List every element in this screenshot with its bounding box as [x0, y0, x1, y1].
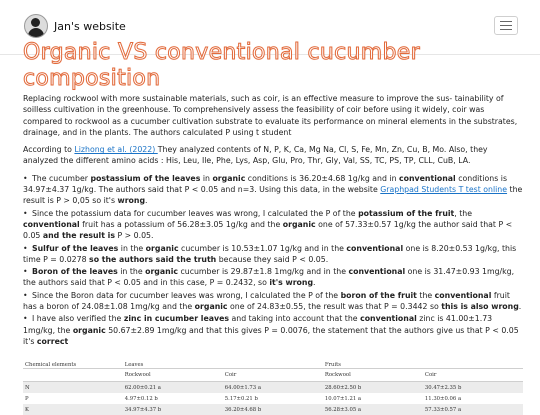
table-row: K 34.97±4.37 b 36.20±4.68 b 56.28±3.05 a 57.33±0.57 a: [23, 404, 523, 415]
header-rockwool: Rockwool: [123, 369, 223, 382]
menu-toggle-button[interactable]: [494, 16, 518, 35]
composition-table: [23, 354, 523, 415]
list-item: • The cucumber postassium of the leaves in organic conditions is 36.20±4.68 1g/kg and in conventional conditions is 34.97±4.37 1g/kg. The authors said that P < 0.05 and n=3. Using this data, in the website Graphpad Students T test online the result is P > 0,05 so it's wrong.: [23, 173, 523, 206]
header-rockwool: Rockwool: [323, 369, 423, 382]
list-item: • Since the potassium data for cucumber leaves was wrong, I calculated the P of the potassium of the fruit, the conventional fruit has a potassium of 56.28±3.05 1g/kg and the organic one of 57.33±0.57 1g/kg the author said that P < 0.05 and the result is P > 0.05.: [23, 208, 513, 241]
header-fruits: Fruits: [323, 354, 423, 369]
avatar-icon: [24, 14, 48, 38]
page-title: Organic VS conventional cucumber composition: [23, 40, 420, 91]
table-row: N 62.00±0.21 a 64.00±1.73 a 28.60±2.50 b 30.47±2.35 b: [23, 382, 523, 394]
list-item: • I have also verified the zinc in cucumber leaves and taking into account that the conventional zinc is 41.00±1.73 1mg/kg, the organic 50.67±2.89 1mg/kg and that this gives P = 0.0076, the statement that the authors give us that P < 0.05 it's correct: [23, 314, 519, 346]
header-elements: Chemical elements: [23, 354, 123, 369]
header-coir: Coir: [423, 369, 523, 382]
article: [23, 40, 523, 348]
intro-paragraph: Replacing rockwool with more sustainable materials, such as coir, is an effective measure to improve the sus- tainability of soilless cultivation in the greenhouse. To comprehensively assess the feasibility of coir before using it widely, coir was compared to rockwool as a cucumber cultivation substrate to evaluate its performance on mineral elements in the substrates, drainage, and in the plants. The authors calculated P using t student: [23, 94, 518, 137]
header-leaves: Leaves: [123, 354, 223, 369]
findings-list: [23, 173, 523, 347]
list-item: • Boron of the leaves in the organic cucumber is 29.87±1.8 1mg/kg and in the conventional one is 31.47±0.93 1mg/kg, the authors said that P < 0.05 and in this case, P = 0.2432, so it's wrong.: [23, 267, 515, 288]
site-name: Jan's website: [54, 19, 126, 33]
reference-paragraph: According to Lizhong et al. (2022) They analyzed contents of N, P, K, Ca, Mg Na, Cl, S, Fe, Mn, Zn, Cu, B, Mo. Also, they analyzed the different amino acids : His, Leu, Ile, Phe, Lys, Asp, Glu, Pro, Thr, Gly, Val, SS, TC, PS, TP, CLL, CuB, LA.: [23, 145, 488, 166]
brand-link[interactable]: [24, 14, 126, 38]
header-coir: Coir: [223, 369, 323, 382]
hamburger-icon: [500, 21, 512, 22]
list-item: • Since the Boron data for cucumber leaves was wrong, I calculated the P of the boron of the fruit the conventional fruit has a boron of 24.08±1.08 1mg/kg and the organic one of 24.83±0.55, the result was that P = 0.3442 so this is also wrong.: [23, 290, 522, 312]
graphpad-link[interactable]: Graphpad Students T test online: [380, 185, 508, 195]
table-row: P 4.97±0.12 b 5.17±0.21 b 10.07±1.21 a 11.30±0.06 a: [25, 395, 462, 402]
list-item: • Sulfur of the leaves in the organic cucumber is 10.53±1.07 1g/kg and in the conventional one is 8.20±0.53 1g/kg, this time P = 0.0278 so the authors said the truth because they said P < 0.05.: [23, 243, 517, 264]
lizhong-link[interactable]: Lizhong et al. (2022): [74, 145, 158, 155]
